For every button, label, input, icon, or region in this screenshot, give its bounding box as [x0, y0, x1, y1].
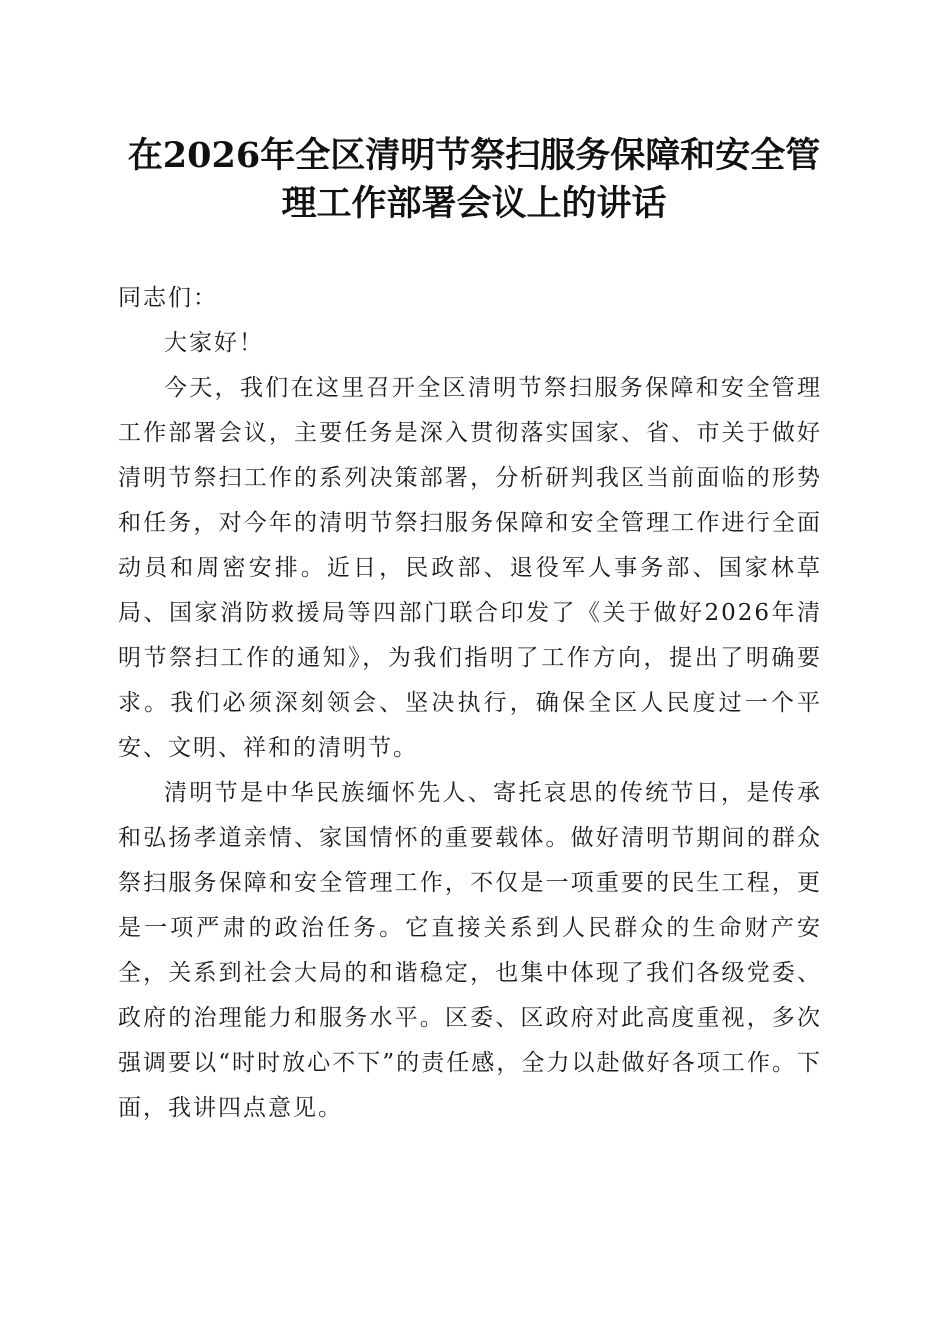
document-title — [118, 132, 830, 228]
title-line-2: 理工作部署会议上的讲话 — [281, 183, 667, 224]
paragraph: 今天，我们在这里召开全区清明节祭扫服务保障和安全管理工作部署会议，主要任务是深入贯彻落实国家、省、市关于做好清明节祭扫工作的系列决策部署，分析研判我区当前面临的形势和任务，对今年的清明节祭扫服务保障和安全管理工作进行全面动员和周密安排。近日，民政部、退役军人事务部、国家林草局、国家消防救援局等四部门联合印发了《关于做好2026年清明节祭扫工作的通知》，为我们指明了工作方向，提出了明确要求。我们必须深刻领会、坚决执行，确保全区人民度过一个平安、文明、祥和的清明节。 — [118, 375, 822, 761]
greeting: 大家好！ — [164, 330, 264, 356]
document-body — [118, 276, 822, 1131]
paragraph: 清明节是中华民族缅怀先人、寄托哀思的传统节日，是传承和弘扬孝道亲情、家国情怀的重要载体。做好清明节期间的群众祭扫服务保障和安全管理工作，不仅是一项重要的民生工程，更是一项严肃的政治任务。它直接关系到人民群众的生命财产安全，关系到社会大局的和谐稳定，也集中体现了我们各级党委、政府的治理能力和服务水平。区委、区政府对此高度重视，多次强调要以“时时放心不下”的责任感，全力以赴做好各项工作。下面，我讲四点意见。 — [118, 780, 822, 1121]
salutation: 同志们： — [118, 285, 218, 311]
title-line-1: 在2026年全区清明节祭扫服务保障和安全管 — [127, 135, 821, 176]
